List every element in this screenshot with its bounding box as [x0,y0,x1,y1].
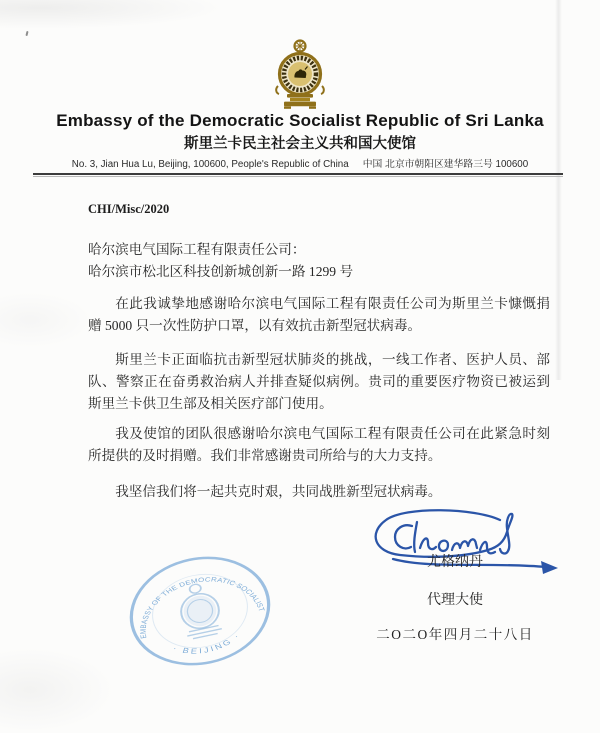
embassy-title-chinese: 斯里兰卡民主社会主义共和国大使馆 [184,136,416,152]
recipient-company: 哈尔滨电气国际工程有限责任公司： [88,242,306,257]
sri-lanka-emblem-icon [256,36,344,110]
scan-crease [555,0,562,380]
signatory-title: 代理大使 [427,593,483,608]
seal-ring-text: EMBASSY OF THE DEMOCRATIC SOCIALIST [139,576,266,640]
embassy-seal-icon [120,552,280,672]
seal-bottom-text: · BEIJING · [171,631,243,656]
scan-artifact-mark [25,31,28,36]
recipient-address [88,239,550,283]
embassy-title-english: Embassy of the Democratic Socialist Republic of Sri Lanka [56,111,544,130]
letter-date: 二O二O年四月二十八日 [376,627,534,642]
address-english: No. 3, Jian Hua Lu, Beijing, 100600, People's Republic of China [71,159,349,170]
paragraph-donation-thanks: 在此我诚挚地感谢哈尔滨电气国际工程有限责任公司为斯里兰卡慷慨捐赠 5000 只一次性防护口罩，以有效抗击新型冠状病毒。 [88,296,550,333]
address-chinese: 中国 北京市朝阳区建华路三号 100600 [362,159,529,170]
paragraph-situation: 斯里兰卡正面临抗击新型冠状肺炎的挑战，一线工作者、医护人员、部队、警察正在奋勇救治病人并排查疑似病例。贵司的重要医疗物资已被运到斯里兰卡供卫生部及相关医疗部门使用。 [88,352,550,411]
reference-number: CHI/Misc/2020 [88,202,170,216]
paragraph-closing: 我坚信我们将一起共克时艰，共同战胜新型冠状病毒。 [115,484,442,499]
paragraph-gratitude: 我及使馆的团队很感谢哈尔滨电气国际工程有限责任公司在此紧急时刻所提供的及时捐赠。我们非常感谢贵司所给与的大力支持。 [88,426,550,463]
letter-body [88,202,550,503]
signatory-block [357,551,553,643]
svg-text:· BEIJING · [170,630,245,662]
letterhead-address [0,156,600,170]
signatory-name: 尤格纳丹 [427,555,483,570]
recipient-street: 哈尔滨市松北区科技创新城创新一路 1299 号 [88,264,354,279]
letterhead-divider [33,173,563,177]
